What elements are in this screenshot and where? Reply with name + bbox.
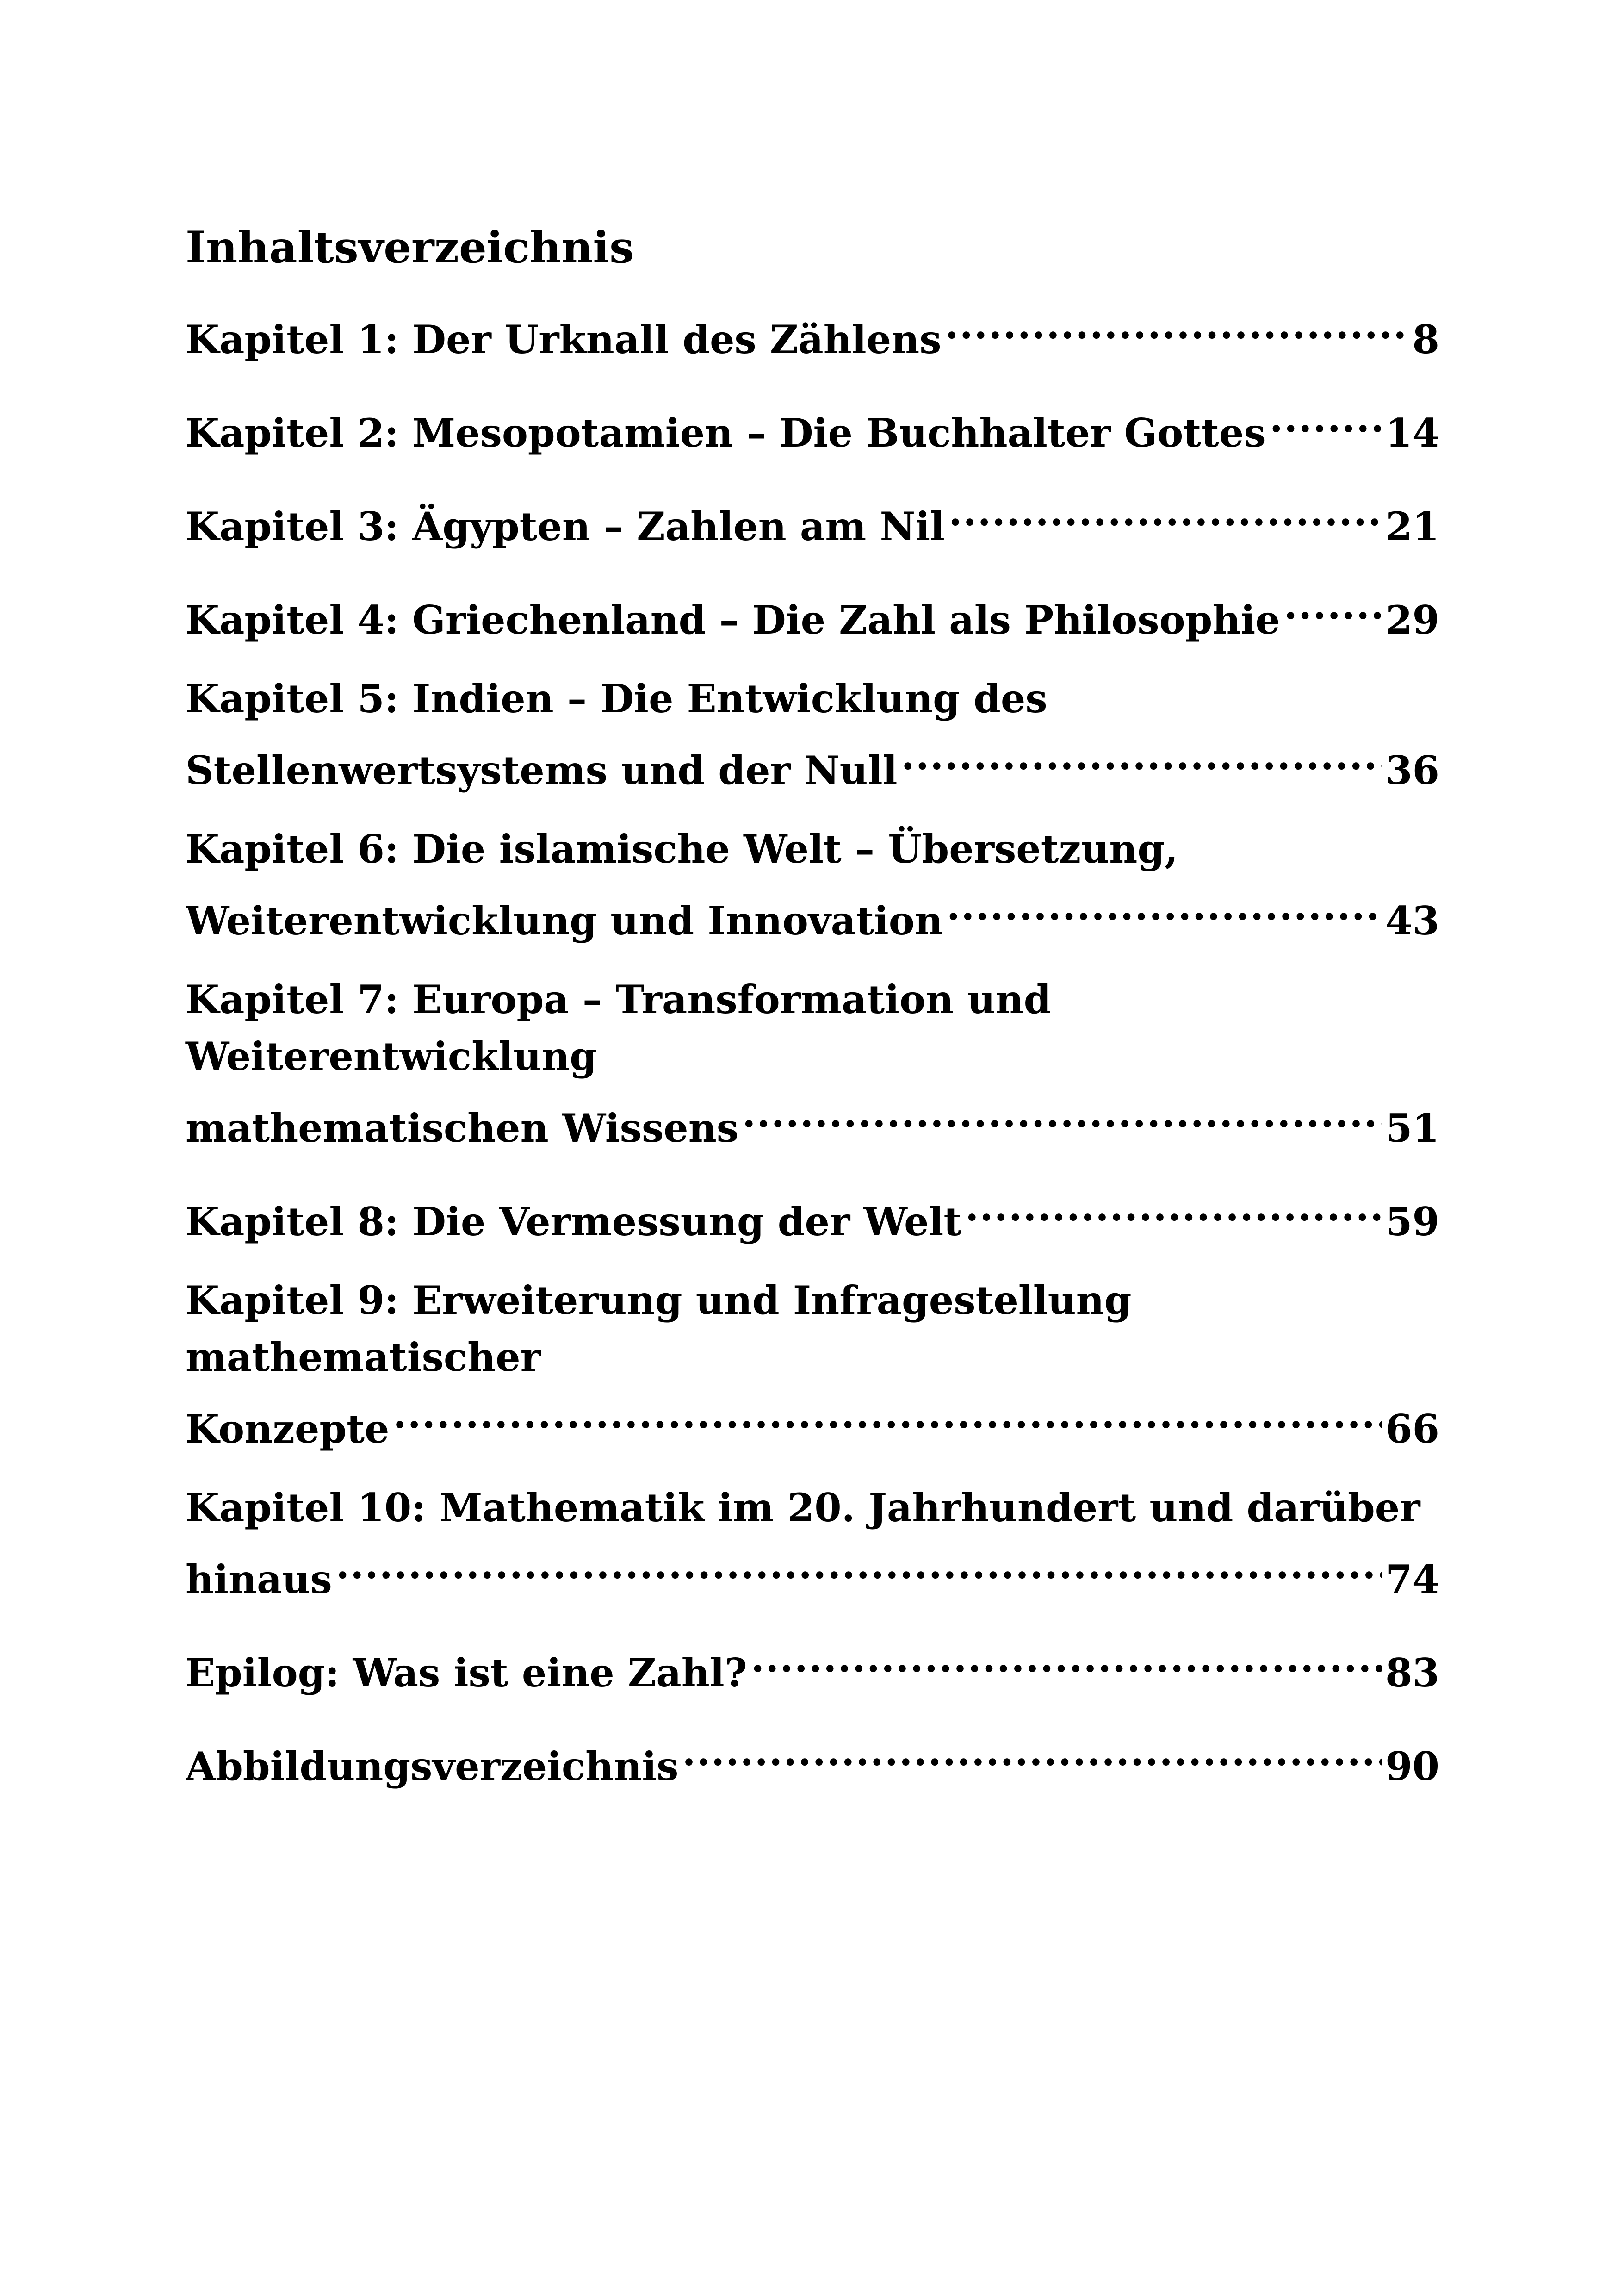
toc-page-number: 59: [1385, 1199, 1439, 1244]
toc-entry-line: [186, 1536, 1439, 1608]
toc-entries: [186, 296, 1439, 1795]
toc-page-number: 14: [1385, 410, 1439, 456]
toc-entry-line: [186, 296, 1439, 368]
toc-entry[interactable]: [186, 1272, 1439, 1457]
table-of-contents: [186, 218, 1439, 1817]
toc-entry[interactable]: [186, 1723, 1439, 1795]
toc-entry[interactable]: [186, 1178, 1439, 1250]
toc-dot-leader: [1284, 577, 1382, 634]
toc-entry[interactable]: [186, 577, 1439, 648]
toc-page-number: 36: [1385, 747, 1439, 793]
toc-page-number: 21: [1385, 504, 1439, 549]
toc-entry-line: [186, 1178, 1439, 1250]
toc-page-number: 66: [1385, 1406, 1439, 1452]
toc-page-number: 51: [1385, 1105, 1439, 1151]
toc-entry-line: [186, 727, 1439, 799]
toc-entry[interactable]: [186, 390, 1439, 461]
toc-page-number: 74: [1385, 1556, 1439, 1602]
toc-dot-leader: [948, 483, 1382, 540]
toc-entry-label: Kapitel 10: Mathematik im 20. Jahrhundert und darüber: [186, 1485, 1420, 1531]
toc-entry-label: Kapitel 1: Der Urknall des Zählens: [186, 317, 942, 362]
toc-entry-label: Kapitel 2: Mesopotamien – Die Buchhalter Gottes: [186, 410, 1266, 456]
toc-entry-line: [186, 1386, 1439, 1457]
toc-dot-leader: [751, 1630, 1382, 1686]
toc-entry[interactable]: [186, 670, 1439, 799]
toc-entry-label: Abbildungsverzeichnis: [186, 1743, 679, 1789]
toc-page-number: 8: [1412, 317, 1439, 362]
toc-entry-label: Kapitel 6: Die islamische Welt – Übersetzung,: [186, 826, 1178, 872]
toc-entry[interactable]: [186, 296, 1439, 368]
toc-dot-leader: [945, 296, 1409, 353]
toc-entry[interactable]: [186, 1479, 1439, 1608]
toc-entry-label: Konzepte: [186, 1406, 390, 1452]
toc-entry-label: Stellenwertsystems und der Null: [186, 747, 898, 793]
toc-entry-line: [186, 390, 1439, 461]
toc-entry-line: [186, 483, 1439, 555]
toc-entry-label: mathematischen Wissens: [186, 1105, 739, 1151]
toc-dot-leader: [947, 877, 1382, 934]
toc-page-number: 83: [1385, 1650, 1439, 1696]
toc-entry-label: Kapitel 5: Indien – Die Entwicklung des: [186, 676, 1048, 722]
toc-entry[interactable]: [186, 1630, 1439, 1701]
toc-entry[interactable]: [186, 483, 1439, 555]
toc-page-number: 43: [1385, 898, 1439, 944]
toc-dot-leader: [742, 1085, 1382, 1142]
toc-page-number: 29: [1385, 597, 1439, 643]
toc-dot-leader: [682, 1723, 1382, 1780]
toc-entry-line: [186, 1085, 1439, 1157]
toc-entry-line: [186, 1630, 1439, 1701]
toc-entry-label: Weiterentwicklung und Innovation: [186, 898, 943, 944]
toc-entry-label: Kapitel 9: Erweiterung und Infragestellung mathematischer: [186, 1277, 1132, 1380]
toc-entry-label: Kapitel 7: Europa – Transformation und Weiterentwicklung: [186, 977, 1051, 1079]
toc-entry-label: Epilog: Was ist eine Zahl?: [186, 1650, 747, 1696]
toc-entry-line: [186, 577, 1439, 648]
toc-entry[interactable]: [186, 971, 1439, 1157]
toc-entry-label: Kapitel 8: Die Vermessung der Welt: [186, 1199, 962, 1244]
toc-entry[interactable]: [186, 821, 1439, 949]
toc-dot-leader: [336, 1536, 1382, 1593]
toc-entry-line: [186, 877, 1439, 949]
toc-entry-label: Kapitel 4: Griechenland – Die Zahl als Philosophie: [186, 597, 1280, 643]
toc-dot-leader: [965, 1178, 1382, 1235]
toc-entry-label: Kapitel 3: Ägypten – Zahlen am Nil: [186, 504, 945, 549]
toc-dot-leader: [901, 727, 1382, 784]
toc-dot-leader: [1270, 390, 1382, 447]
toc-page-number: 90: [1385, 1743, 1439, 1789]
toc-dot-leader: [393, 1386, 1382, 1443]
toc-title: Inhaltsverzeichnis: [186, 222, 634, 273]
toc-entry-line: [186, 1723, 1439, 1795]
toc-entry-label: hinaus: [186, 1556, 332, 1602]
